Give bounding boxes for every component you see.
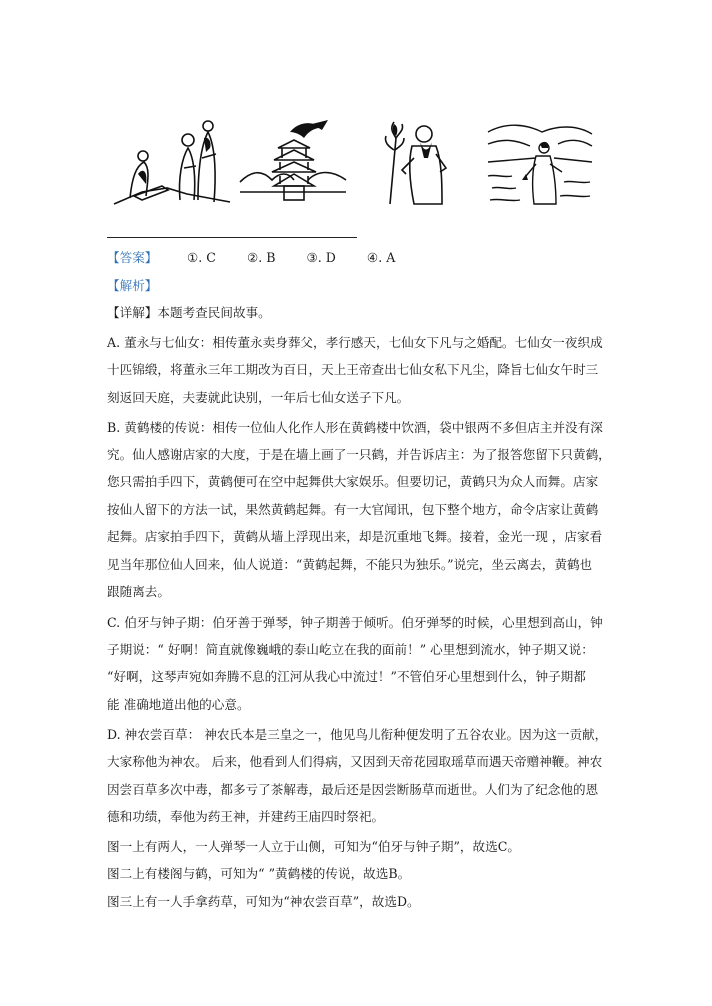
analysis-tag: 【解析】	[107, 278, 158, 293]
paragraph-b-line-3: 您只需拍手四下，黄鹤便可在空中起舞供大家娱乐。但要切记，黄鹤只为众人而舞。店家	[107, 474, 599, 489]
conclusion-figure-1: 图一上有两人，一人弹琴一人立于山侧，可知为“伯牙与钟子期”，故选C。	[107, 839, 520, 854]
answer-tag: 【答案】	[107, 250, 158, 265]
paragraph-c-line-3: “好啊，这琴声宛如奔腾不息的江河从我心中流过！”不管伯牙心里想到什么，钟子期都	[107, 669, 586, 684]
illustration-1-qin-players	[112, 118, 232, 208]
paragraph-a-line-2: 十匹锦缎，将董永三年工期改为百日，天上王帝查出七仙女私下凡尘，降旨七仙女午时三	[107, 362, 599, 377]
illustration-4-cowherd-weaver	[486, 118, 594, 208]
paragraph-d-line-1: D. 神农尝百草： 神农氏本是三皇之一，他见鸟儿衔种便发明了五谷农业。因为这一贡献，	[107, 727, 608, 742]
paragraph-d-line-4: 德和功绩，奉他为药王神，并建药王庙四时祭祀。	[107, 809, 385, 824]
paragraph-b-line-4: 按仙人留下的方法一试，果然黄鹤起舞。有一大官闻讯，包下整个地方，命令店家让黄鹤	[107, 502, 599, 517]
conclusion-figure-2: 图二上有楼阁与鹤，可知为“ ”黄鹤楼的传说，故选B。	[107, 866, 411, 881]
answer-item-2: ②. B	[246, 250, 276, 265]
paragraph-b-line-2: 究。仙人感谢店家的大度，于是在墙上画了一只鹤，并告诉店主：为了报答您留下只黄鹤，	[107, 447, 611, 462]
paragraph-c-line-4: 能 准确地道出他的心意。	[107, 697, 250, 712]
illustration-2-yellow-crane-tower	[238, 118, 348, 208]
illustration-3-shennong-herbs	[380, 118, 460, 208]
paragraph-b-line-6: 见当年那位仙人回来，仙人说道：“黄鹤起舞，不能只为独乐。”说完，坐云离去，黄鹤也	[107, 557, 593, 572]
paragraph-c-line-1: C. 伯牙与钟子期：伯牙善于弹琴，钟子期善于倾听。伯牙弹琴的时候，心里想到高山，钟	[107, 615, 603, 630]
detail-line	[107, 305, 271, 321]
detail-intro: 本题考查民间故事。	[157, 305, 271, 320]
answer-item-1: ①. C	[187, 250, 216, 265]
paragraph-d-line-3: 因尝百草多次中毒，都多亏了茶解毒，最后还是因尝断肠草而逝世。人们为了纪念他的恩	[107, 782, 599, 797]
answer-item-4: ④. A	[366, 250, 396, 265]
paragraph-b-line-7: 跟随离去。	[107, 584, 170, 599]
answer-blank-line	[107, 237, 357, 238]
paragraph-b-line-1: B. 黄鹤楼的传说：相传一位仙人化作人形在黄鹤楼中饮酒，袋中银两不多但店主并没有深	[107, 420, 603, 435]
answer-items	[187, 250, 426, 266]
paragraph-a-line-1: A. 董永与七仙女：相传董永卖身葬父，孝行感天，七仙女下凡与之婚配。七仙女一夜织成	[107, 335, 603, 350]
paragraph-d-line-2: 大家称他为神农。 后来，他看到人们得病，又因到天帝花园取瑶草而遇天帝赠神鞭。神农	[107, 754, 603, 769]
paragraph-b-line-5: 起舞。店家拍手四下，黄鹤从墙上浮现出来，却是沉重地飞舞。接着，金光一现 ，店家看	[107, 529, 603, 544]
paragraph-c-line-2: 子期说：“ 好啊！简直就像巍峨的泰山屹立在我的面前！” 心里想到流水，钟子期又说：	[107, 642, 594, 657]
detail-tag: 【详解】	[107, 305, 158, 320]
analysis-heading	[107, 278, 157, 294]
answer-line	[107, 250, 396, 266]
answer-item-3: ③. D	[306, 250, 336, 265]
conclusion-figure-3: 图三上有一人手拿药草，可知为“神农尝百草”，故选D。	[107, 894, 420, 909]
paragraph-a-line-3: 刻返回天庭，夫妻就此诀别，一年后七仙女送子下凡。	[107, 390, 410, 405]
